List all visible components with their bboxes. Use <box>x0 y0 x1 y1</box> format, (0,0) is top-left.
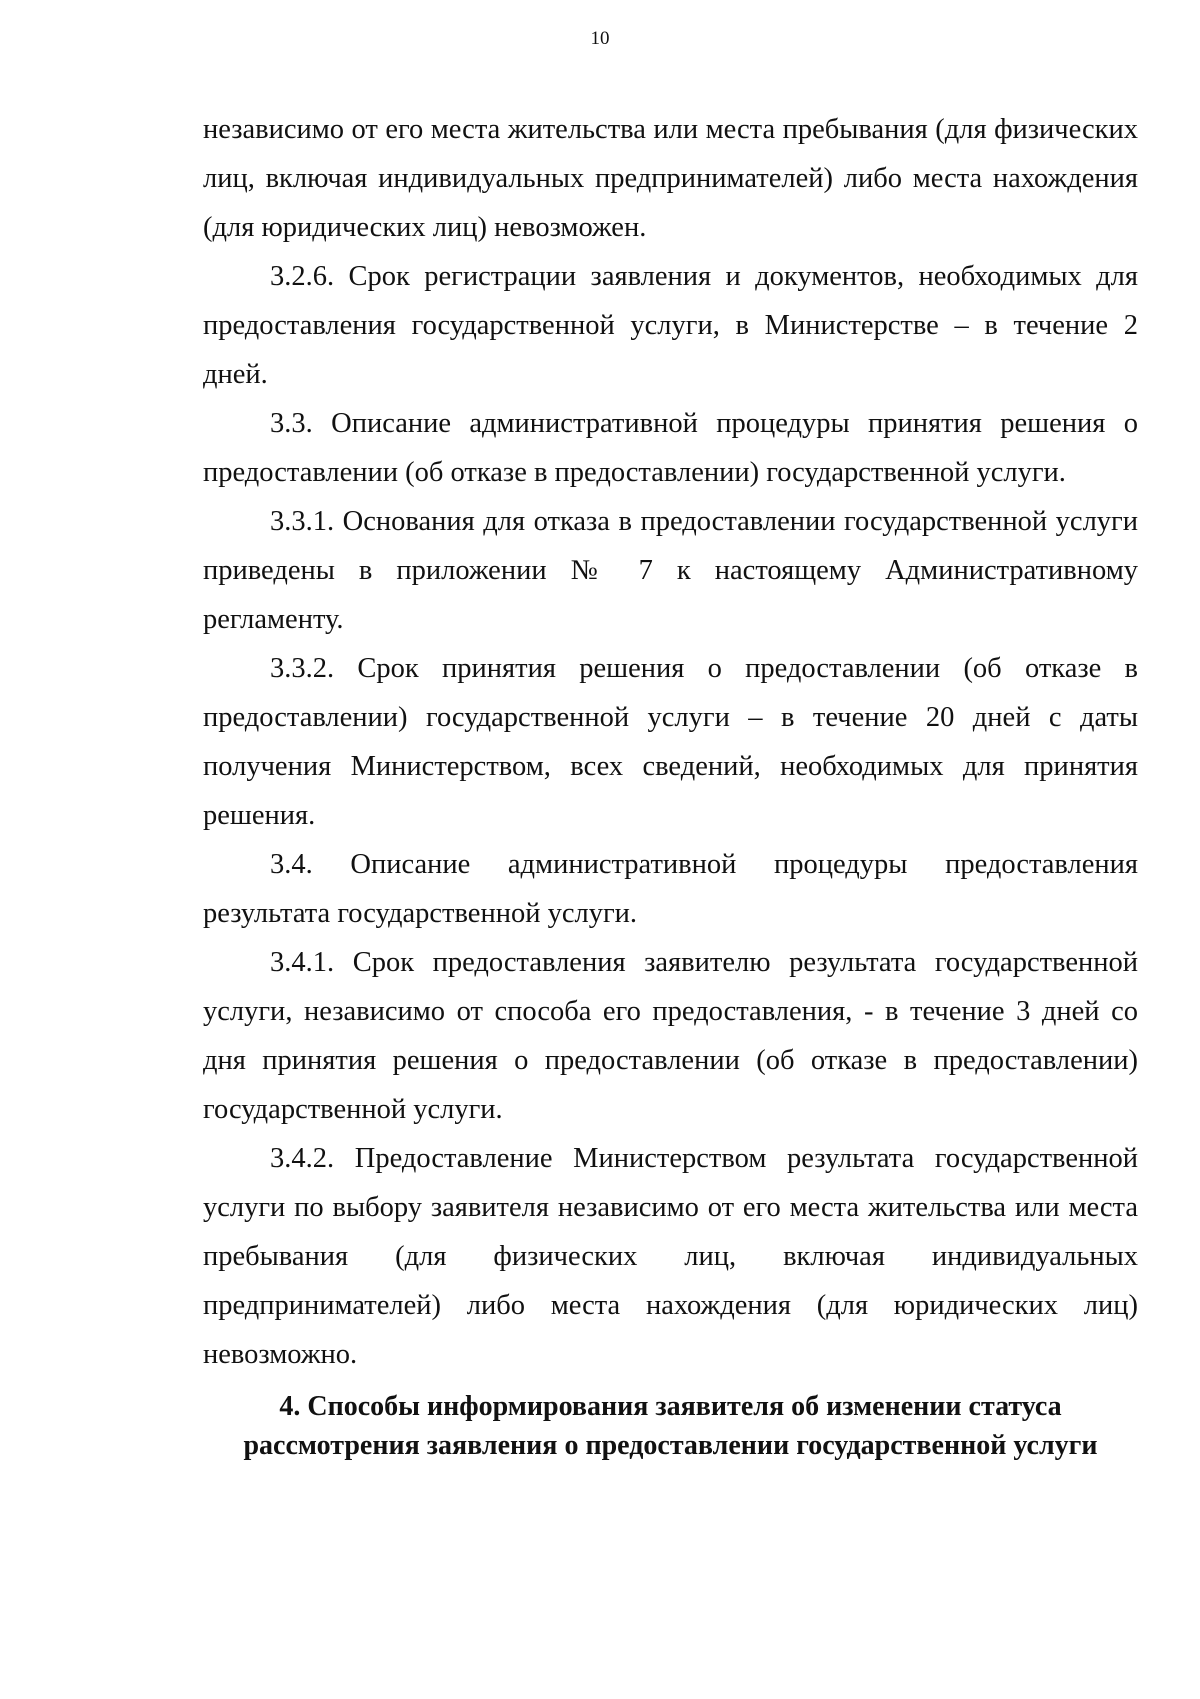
paragraph-3-4: 3.4. Описание административной процедуры предоставления результата государственной услуги. <box>203 849 1138 929</box>
section-heading-line-1: 4. Способы информирования заявителя об изменении статуса <box>279 1391 1062 1422</box>
paragraph-3-3-2: 3.3.2. Срок принятия решения о предоставлении (об отказе в предоставлении) государственной услуги – в течение 20 дней с даты получения Министерством, всех сведений, необходимых для принятия решения. <box>203 653 1138 831</box>
section-heading <box>203 1387 1138 1465</box>
paragraph-3-4-1: 3.4.1. Срок предоставления заявителю результата государственной услуги, независимо от способа его предоставления, - в течение 3 дней со дня принятия решения о предоставлении (об отказе в предоставлении) государственной услуги. <box>203 947 1138 1125</box>
paragraph-3-3-1: 3.3.1. Основания для отказа в предоставлении государственной услуги приведены в приложении № 7 к настоящему Административному регламенту. <box>203 506 1138 635</box>
page-number: 10 <box>590 28 610 49</box>
document-body <box>203 105 1138 1379</box>
paragraph-3-4-2: 3.4.2. Предоставление Министерством результата государственной услуги по выбору заявителя независимо от его места жительства или места пребывания (для физических лиц, включая индивидуальных предпринимателей) либо места нахождения (для юридических лиц) невозможно. <box>203 1143 1138 1370</box>
paragraph-3-2-6: 3.2.6. Срок регистрации заявления и документов, необходимых для предоставления государственной услуги, в Министерстве – в течение 2 дней. <box>203 261 1138 390</box>
paragraph-3-3: 3.3. Описание административной процедуры принятия решения о предоставлении (об отказе в предоставлении) государственной услуги. <box>203 408 1138 488</box>
paragraph-continuation: независимо от его места жительства или места пребывания (для физических лиц, включая индивидуальных предпринимателей) либо места нахождения (для юридических лиц) невозможен. <box>203 114 1138 243</box>
section-heading-line-2: рассмотрения заявления о предоставлении государственной услуги <box>243 1430 1098 1461</box>
